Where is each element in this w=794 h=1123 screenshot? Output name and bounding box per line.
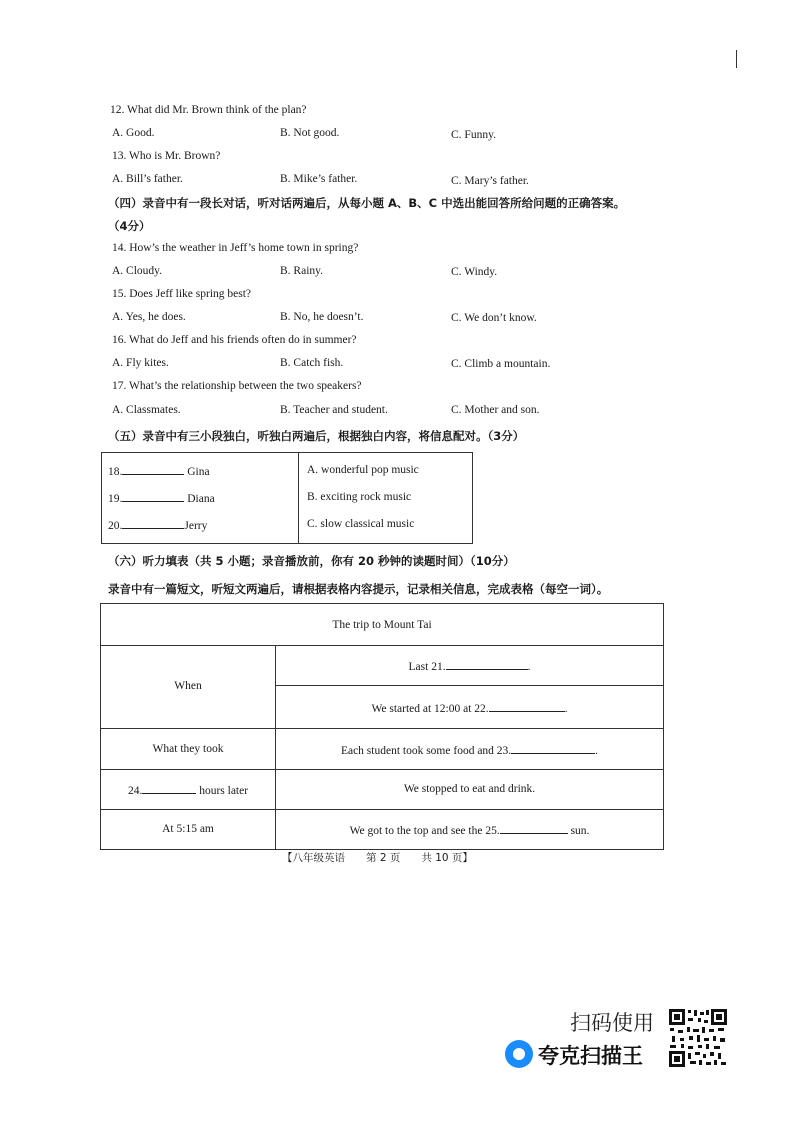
answer-blank-24[interactable] [142, 783, 196, 794]
q17-option-b: B. Teacher and student. [280, 404, 388, 416]
answer-blank[interactable] [122, 518, 184, 529]
match-name: Gina [187, 466, 210, 478]
q15-option-b: B. No, he doesn’t. [280, 311, 364, 323]
match-left-18 [108, 464, 210, 478]
q17-option-a: A. Classmates. [112, 404, 181, 416]
q12-option-b: B. Not good. [280, 127, 340, 139]
section-4-points: （4分） [108, 219, 151, 233]
cell-text: We started at 12:00 at 22. [371, 703, 489, 715]
page-footer: 【八年级英语 第 2 页 共 10 页】 [282, 852, 473, 864]
section-5-instruction: （五）录音中有三小段独白，听独白两遍后，根据独白内容，将信息配对。（3分） [108, 429, 525, 443]
cell-text: . [564, 703, 568, 715]
cell-text: hours later [199, 785, 249, 797]
table-line [101, 769, 663, 770]
hours-row [101, 783, 275, 797]
quark-logo-icon [505, 1040, 533, 1068]
table-line [101, 645, 663, 646]
margin-mark [736, 50, 737, 68]
match-num: 20. [108, 520, 123, 532]
question-12: 12. What did Mr. Brown think of the plan? [110, 104, 307, 116]
answer-blank-25[interactable] [500, 823, 568, 834]
q16-option-b: B. Catch fish. [280, 357, 344, 369]
question-16: 16. What do Jeff and his friends often do in summer? [112, 334, 357, 346]
table-line [101, 809, 663, 810]
q15-option-a: A. Yes, he does. [112, 311, 186, 323]
section-6-title: （六）听力填表（共 5 小题；录音播放前，你有 20 秒钟的读题时间）（10分） [108, 554, 515, 568]
took-row [276, 743, 663, 757]
q14-option-c: C. Windy. [451, 266, 498, 278]
time-label: At 5:15 am [162, 823, 214, 835]
cell-text: Each student took some food and 23. [340, 745, 512, 757]
q16-option-a: A. Fly kites. [112, 357, 169, 369]
match-num: 18. [108, 466, 123, 478]
trip-table [100, 603, 664, 850]
question-13: 13. Who is Mr. Brown? [112, 150, 221, 162]
question-17: 17. What’s the relationship between the two speakers? [112, 380, 362, 392]
cell-text: 24. [127, 785, 143, 797]
trip-title: The trip to Mount Tai [332, 619, 432, 631]
question-15: 15. Does Jeff like spring best? [112, 288, 252, 300]
cell-text: Last 21. [408, 661, 446, 673]
scanner-brand: 夸克扫描王 [538, 1044, 643, 1068]
matching-table [101, 452, 473, 544]
cell-text: . [527, 661, 531, 673]
q12-option-c: C. Funny. [451, 129, 496, 141]
section-4-instruction: （四）录音中有一段长对话，听对话两遍后，从每小题 A、B、C 中选出能回答所给问题的正确答案。 [108, 196, 626, 210]
match-right-b: B. exciting rock music [307, 491, 412, 503]
stopped-row: We stopped to eat and drink. [403, 783, 536, 795]
match-num: 19. [108, 493, 123, 505]
cell-text: We got to the top and see the 25. [349, 825, 500, 837]
answer-blank-22[interactable] [489, 701, 565, 712]
q13-option-b: B. Mike’s father. [280, 173, 358, 185]
qr-code-icon[interactable] [668, 1008, 728, 1068]
cell-text: sun. [570, 825, 590, 837]
q12-option-a: A. Good. [112, 127, 155, 139]
q16-option-c: C. Climb a mountain. [451, 358, 551, 370]
top-row [276, 823, 663, 837]
question-14: 14. How’s the weather in Jeff’s home town in spring? [112, 242, 359, 254]
table-line [101, 728, 663, 729]
answer-blank-23[interactable] [511, 743, 595, 754]
took-label: What they took [152, 743, 224, 755]
cell-text: . [595, 745, 599, 757]
answer-blank[interactable] [122, 464, 184, 475]
q13-option-c: C. Mary’s father. [451, 175, 529, 187]
match-name: Jerry [184, 520, 208, 532]
q17-option-c: C. Mother and son. [451, 404, 540, 416]
q14-option-b: B. Rainy. [280, 265, 324, 277]
match-right-a: A. wonderful pop music [307, 464, 419, 476]
match-left-20 [108, 518, 207, 532]
answer-blank-21[interactable] [446, 659, 528, 670]
q13-option-a: A. Bill’s father. [112, 173, 183, 185]
when-label: When [174, 680, 202, 692]
when-row-2 [276, 701, 663, 715]
answer-blank[interactable] [122, 491, 184, 502]
when-row-1 [276, 659, 663, 673]
table-line [275, 685, 663, 686]
match-name: Diana [187, 493, 215, 505]
q14-option-a: A. Cloudy. [112, 265, 163, 277]
q15-option-c: C. We don’t know. [451, 312, 537, 324]
matching-divider [298, 453, 299, 543]
match-right-c: C. slow classical music [307, 518, 415, 530]
scan-label: 扫码使用 [570, 1011, 654, 1035]
match-left-19 [108, 491, 215, 505]
section-6-instruction: 录音中有一篇短文，听短文两遍后，请根据表格内容提示，记录相关信息，完成表格（每空一词）。 [108, 582, 609, 596]
